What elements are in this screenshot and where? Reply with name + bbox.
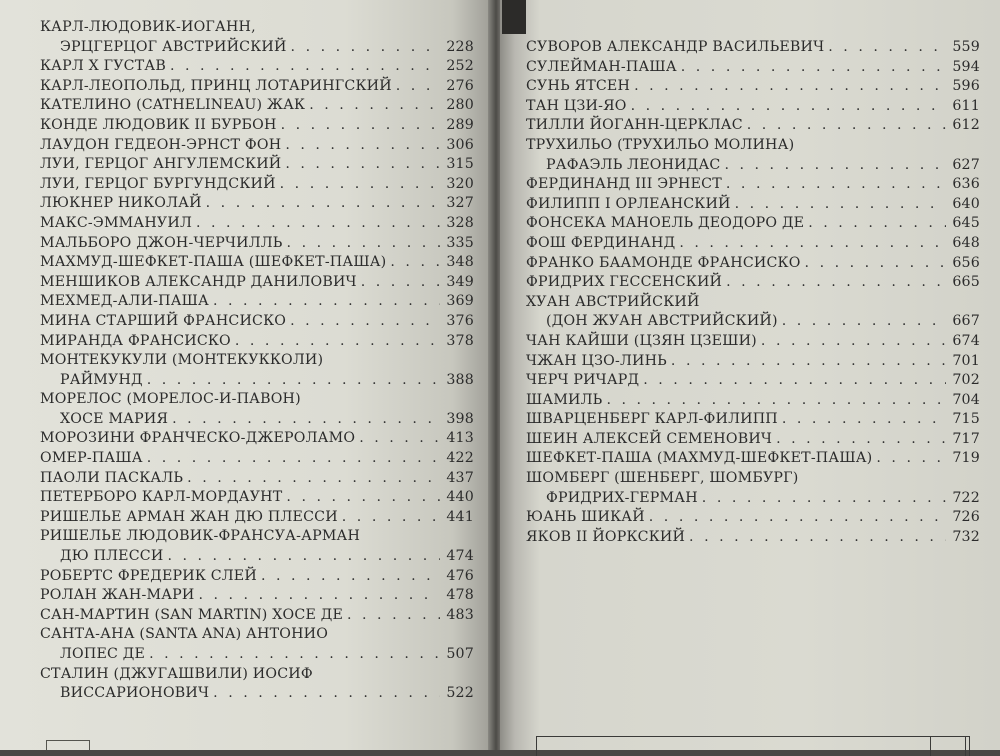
entry-page-number: 702	[952, 372, 980, 389]
dot-leader	[261, 567, 440, 587]
entry-page-number: 559	[952, 39, 980, 55]
right-index-list	[526, 38, 980, 547]
index-entry	[526, 97, 980, 117]
entry-page-number: 320	[446, 175, 474, 192]
index-entry	[526, 214, 980, 234]
entry-name: РАЙМУНД	[60, 371, 143, 388]
entry-name: СТАЛИН (ДЖУГАШВИЛИ) ИОСИФ	[40, 665, 313, 682]
entry-name: КАРЛ-ЛЕОПОЛЬД, ПРИНЦ ЛОТАРИНГСКИЙ	[40, 77, 392, 94]
dot-leader	[606, 391, 946, 411]
index-entry	[40, 390, 474, 410]
dot-leader	[761, 332, 946, 352]
index-entry	[40, 253, 474, 273]
dot-leader	[390, 253, 440, 273]
entry-page-number: 327	[446, 195, 474, 212]
dot-leader	[359, 429, 440, 449]
entry-name: МОРЕЛОС (МОРЕЛОС-И-ПАВОН)	[40, 391, 301, 408]
dot-leader	[285, 136, 440, 156]
index-entry	[526, 273, 980, 293]
entry-page-number: 594	[952, 58, 980, 75]
entry-page-number: 507	[446, 646, 474, 662]
footer-page-box	[930, 736, 970, 756]
index-entry	[40, 194, 474, 214]
index-entry	[40, 684, 474, 704]
entry-name: КАТЕЛИНО (CATHELINEAU) ЖАК	[40, 97, 306, 114]
dot-leader	[689, 528, 946, 548]
dot-leader	[285, 155, 440, 175]
dot-leader	[671, 352, 946, 372]
entry-page-number: 440	[446, 489, 474, 506]
entry-name: ФРАНКО БААМОНДЕ ФРАНСИСКО	[526, 254, 801, 271]
index-entry	[40, 77, 474, 97]
entry-page-number: 627	[952, 156, 980, 173]
index-entry	[526, 489, 980, 509]
entry-page-number: 719	[952, 450, 980, 467]
entry-name: ПЕТЕРБОРО КАРЛ-МОРДАУНТ	[40, 489, 283, 506]
entry-name: ЮАНЬ ШИКАЙ	[526, 509, 645, 526]
dot-leader	[291, 38, 440, 58]
entry-name: ФРИДРИХ-ГЕРМАН	[546, 489, 698, 506]
dot-leader	[747, 116, 946, 136]
dot-leader	[196, 214, 440, 234]
dot-leader	[649, 508, 946, 528]
dot-leader	[149, 645, 440, 665]
entry-page-number: 306	[446, 136, 474, 153]
dot-leader	[213, 684, 440, 704]
entry-name: ШОМБЕРГ (ШЕНБЕРГ, ШОМБУРГ)	[526, 470, 799, 487]
entry-name: ОМЕР-ПАША	[40, 450, 143, 467]
index-entry	[40, 96, 474, 116]
dot-leader	[776, 430, 946, 450]
entry-name: ЭРЦГЕРЦОГ АВСТРИЙСКИЙ	[60, 38, 287, 55]
entry-name: ФРИДРИХ ГЕССЕНСКИЙ	[526, 274, 723, 291]
entry-name: ЧЕРЧ РИЧАРД	[526, 372, 640, 389]
entry-name: СУЛЕЙМАН-ПАША	[526, 58, 677, 75]
index-entry	[526, 38, 980, 58]
entry-name: СУВОРОВ АЛЕКСАНДР ВАСИЛЬЕВИЧ	[526, 39, 825, 55]
entry-name: МАХМУД-ШЕФКЕТ-ПАША (ШЕФКЕТ-ПАША)	[40, 254, 387, 271]
entry-page-number: 315	[446, 156, 474, 173]
entry-page-number: 348	[446, 254, 474, 271]
entry-name: ШЕФКЕТ-ПАША (МАХМУД-ШЕФКЕТ-ПАША)	[526, 450, 873, 467]
entry-name: ЛОПЕС ДЕ	[60, 646, 146, 662]
entry-name: СУНЬ ЯТСЕН	[526, 78, 631, 95]
entry-name: МИРАНДА ФРАНСИСКО	[40, 332, 231, 349]
dot-leader	[167, 547, 440, 567]
entry-page-number: 722	[952, 489, 980, 506]
dot-leader	[702, 489, 946, 509]
entry-name: МОНТЕКУКУЛИ (МОНТЕКУККОЛИ)	[40, 352, 324, 369]
entry-name: КОНДЕ ЛЮДОВИК II БУРБОН	[40, 116, 277, 133]
index-entry	[40, 567, 474, 587]
dot-leader	[147, 449, 440, 469]
entry-name: МЕХМЕД-АЛИ-ПАША	[40, 293, 209, 310]
dot-leader	[828, 38, 946, 58]
dot-leader	[213, 292, 440, 312]
entry-page-number: 656	[952, 254, 980, 271]
dot-leader	[726, 273, 946, 293]
entry-page-number: 717	[952, 430, 980, 447]
entry-name: САНТА-АНА (SANTA ANA) АНТОНИО	[40, 626, 329, 643]
dot-leader	[724, 156, 946, 176]
entry-name: МАЛЬБОРО ДЖОН-ЧЕРЧИЛЛЬ	[40, 234, 283, 251]
index-entry	[526, 332, 980, 352]
entry-name: ТИЛЛИ ЙОГАНН-ЦЕРКЛАС	[526, 117, 743, 134]
entry-page-number: 422	[446, 450, 474, 467]
entry-name: ЧЖАН ЦЗО-ЛИНЬ	[526, 352, 667, 369]
dot-leader	[681, 58, 946, 78]
right-page	[500, 0, 1000, 750]
entry-name: (ДОН ЖУАН АВСТРИЙСКИЙ)	[546, 313, 778, 330]
entry-name: ХОСЕ МАРИЯ	[60, 410, 169, 427]
entry-page-number: 612	[952, 117, 980, 134]
dot-leader	[726, 175, 946, 195]
index-entry	[40, 645, 474, 665]
entry-page-number: 611	[952, 97, 980, 114]
index-entry	[526, 234, 980, 254]
entry-name: МЕНШИКОВ АЛЕКСАНДР ДАНИЛОВИЧ	[40, 273, 357, 290]
entry-name: ЛЮКНЕР НИКОЛАЙ	[40, 195, 202, 212]
entry-page-number: 645	[952, 215, 980, 232]
dot-leader	[347, 606, 440, 626]
entry-name: МАКС-ЭММАНУИЛ	[40, 214, 192, 231]
dot-leader	[342, 508, 440, 528]
entry-page-number: 398	[446, 410, 474, 427]
index-entry	[40, 606, 474, 626]
dot-leader	[643, 371, 946, 391]
index-entry	[40, 410, 474, 430]
dot-leader	[396, 77, 440, 97]
entry-name: РОБЕРТС ФРЕДЕРИК СЛЕЙ	[40, 567, 257, 584]
entry-name: ФОШ ФЕРДИНАНД	[526, 234, 676, 251]
entry-name: ЧАН КАЙШИ (ЦЗЯН ЦЗЕШИ)	[526, 332, 757, 349]
dot-leader	[235, 332, 440, 352]
index-entry	[40, 547, 474, 567]
entry-page-number: 522	[446, 685, 474, 702]
index-entry	[40, 508, 474, 528]
entry-page-number: 388	[446, 371, 474, 388]
entry-page-number: 478	[446, 587, 474, 604]
dot-leader	[206, 194, 440, 214]
index-entry	[40, 351, 474, 371]
index-entry	[526, 77, 980, 97]
index-entry	[526, 528, 980, 548]
dot-leader	[287, 234, 440, 254]
left-index-list	[40, 18, 474, 704]
entry-name: РИШЕЛЬЕ АРМАН ЖАН ДЮ ПЛЕССИ	[40, 508, 338, 525]
entry-page-number: 674	[952, 332, 980, 349]
dot-leader	[805, 254, 946, 274]
entry-name: ФОНСЕКА МАНОЕЛЬ ДЕОДОРО ДЕ	[526, 215, 805, 232]
index-entry	[526, 312, 980, 332]
entry-name: ХУАН АВСТРИЙСКИЙ	[526, 293, 700, 310]
index-entry	[40, 429, 474, 449]
dot-leader	[280, 175, 440, 195]
index-entry	[526, 175, 980, 195]
entry-name: ТАН ЦЗИ-ЯО	[526, 97, 627, 114]
entry-page-number: 252	[446, 58, 474, 75]
index-entry	[40, 332, 474, 352]
index-entry	[40, 57, 474, 77]
entry-name: МОРОЗИНИ ФРАНЧЕСКО-ДЖЕРОЛАМО	[40, 430, 356, 447]
entry-page-number: 476	[446, 567, 474, 584]
dot-leader	[286, 488, 440, 508]
dot-leader	[679, 234, 946, 254]
entry-page-number: 369	[446, 293, 474, 310]
entry-name: ВИССАРИОНОВИЧ	[60, 685, 210, 702]
dot-leader	[361, 273, 440, 293]
index-entry	[40, 234, 474, 254]
entry-name: КАРЛ X ГУСТАВ	[40, 58, 166, 75]
entry-page-number: 437	[446, 469, 474, 486]
index-entry	[40, 292, 474, 312]
entry-page-number: 289	[446, 116, 474, 133]
entry-page-number: 596	[952, 78, 980, 95]
entry-page-number: 726	[952, 509, 980, 526]
entry-page-number: 483	[446, 606, 474, 623]
dot-leader	[290, 312, 440, 332]
index-entry	[40, 469, 474, 489]
index-entry	[526, 58, 980, 78]
entry-page-number: 474	[446, 548, 474, 565]
index-entry	[40, 527, 474, 547]
entry-page-number: 276	[446, 77, 474, 94]
entry-page-number: 280	[446, 97, 474, 114]
entry-name: ШЕИН АЛЕКСЕЙ СЕМЕНОВИЧ	[526, 430, 773, 447]
entry-page-number: 413	[446, 430, 474, 447]
dot-leader	[187, 469, 440, 489]
index-entry	[40, 155, 474, 175]
index-entry	[526, 195, 980, 215]
index-entry	[526, 430, 980, 450]
entry-name: ДЮ ПЛЕССИ	[60, 548, 164, 565]
entry-page-number: 441	[446, 508, 474, 525]
dot-leader	[172, 410, 440, 430]
index-entry	[526, 371, 980, 391]
left-page	[0, 0, 492, 750]
entry-page-number: 335	[446, 234, 474, 251]
index-entry	[40, 586, 474, 606]
entry-name: ШВАРЦЕНБЕРГ КАРЛ-ФИЛИПП	[526, 411, 778, 428]
entry-page-number: 701	[952, 352, 980, 369]
left-footer-frame	[46, 740, 90, 750]
entry-page-number: 636	[952, 176, 980, 193]
index-entry	[526, 293, 980, 313]
entry-name: ФИЛИПП I ОРЛЕАНСКИЙ	[526, 195, 731, 212]
entry-name: ПАОЛИ ПАСКАЛЬ	[40, 469, 184, 486]
entry-name: РАФАЭЛЬ ЛЕОНИДАС	[546, 156, 721, 173]
dot-leader	[170, 57, 440, 77]
entry-page-number: 732	[952, 528, 980, 545]
dot-leader	[782, 312, 946, 332]
index-entry	[526, 156, 980, 176]
entry-name: РИШЕЛЬЕ ЛЮДОВИК-ФРАНСУА-АРМАН	[40, 528, 361, 545]
index-entry	[40, 214, 474, 234]
entry-name: ТРУХИЛЬО (ТРУХИЛЬО МОЛИНА)	[526, 136, 795, 153]
entry-name: ЛАУДОН ГЕДЕОН-ЭРНСТ ФОН	[40, 136, 282, 153]
dot-leader	[198, 586, 440, 606]
index-entry	[526, 508, 980, 528]
entry-page-number: 715	[952, 411, 980, 428]
entry-page-number: 349	[446, 273, 474, 290]
entry-name: САН-МАРТИН (SAN MARTIN) ХОСЕ ДЕ	[40, 606, 344, 623]
entry-name: МИНА СТАРШИЙ ФРАНСИСКО	[40, 312, 287, 329]
entry-page-number: 667	[952, 313, 980, 330]
footer-frame	[536, 736, 966, 756]
index-entry	[40, 116, 474, 136]
index-entry	[40, 38, 474, 58]
index-entry	[526, 136, 980, 156]
index-entry	[40, 18, 474, 38]
index-entry	[526, 254, 980, 274]
index-entry	[40, 449, 474, 469]
index-entry	[40, 625, 474, 645]
index-entry	[526, 116, 980, 136]
entry-name: ШАМИЛЬ	[526, 391, 603, 408]
entry-page-number: 376	[446, 312, 474, 329]
entry-page-number: 228	[446, 38, 474, 55]
dot-leader	[808, 214, 946, 234]
index-entry	[40, 371, 474, 391]
index-entry	[40, 175, 474, 195]
entry-name: ЛУИ, ГЕРЦОГ АНГУЛЕМСКИЙ	[40, 156, 282, 173]
entry-page-number: 704	[952, 391, 980, 408]
index-entry	[40, 488, 474, 508]
index-entry	[526, 449, 980, 469]
dot-leader	[631, 97, 946, 117]
entry-page-number: 378	[446, 332, 474, 349]
index-entry	[40, 136, 474, 156]
dot-leader	[281, 116, 440, 136]
entry-name: ФЕРДИНАНД III ЭРНЕСТ	[526, 176, 722, 193]
index-entry	[40, 665, 474, 685]
page-shadow	[502, 0, 526, 34]
entry-page-number: 328	[446, 214, 474, 231]
entry-page-number: 665	[952, 274, 980, 291]
dot-leader	[735, 195, 946, 215]
entry-page-number: 648	[952, 234, 980, 251]
dot-leader	[876, 449, 946, 469]
entry-name: РОЛАН ЖАН-МАРИ	[40, 587, 195, 604]
index-entry	[40, 312, 474, 332]
index-entry	[526, 352, 980, 372]
index-entry	[40, 273, 474, 293]
index-entry	[526, 469, 980, 489]
entry-name: ЯКОВ II ЙОРКСКИЙ	[526, 528, 686, 545]
dot-leader	[309, 96, 440, 116]
entry-page-number: 640	[952, 195, 980, 212]
entry-name: ЛУИ, ГЕРЦОГ БУРГУНДСКИЙ	[40, 175, 276, 192]
index-entry	[526, 391, 980, 411]
index-entry	[526, 410, 980, 430]
dot-leader	[634, 77, 946, 97]
entry-name: КАРЛ-ЛЮДОВИК-ИОГАНН,	[40, 19, 256, 35]
dot-leader	[147, 371, 440, 391]
dot-leader	[782, 410, 946, 430]
